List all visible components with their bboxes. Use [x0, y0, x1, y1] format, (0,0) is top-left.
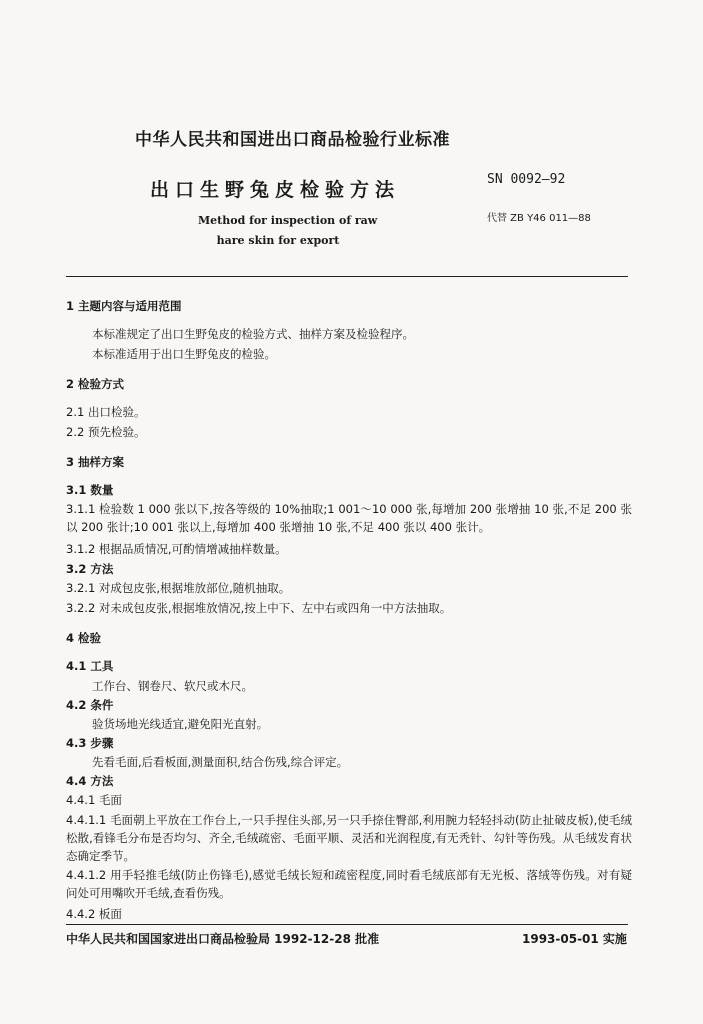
section-2-item-2: 2.2 预先检验。 — [66, 425, 146, 439]
section-1-heading: 1 主题内容与适用范围 — [66, 299, 182, 313]
section-4-4-heading: 4.4 方法 — [66, 774, 114, 788]
section-1-para-1: 本标准规定了出口生野兔皮的检验方式、抽样方案及检验程序。 — [92, 327, 414, 341]
replaces-standard: 代替 ZB Y46 011—88 — [487, 213, 591, 224]
section-4-4-1-1-para: 4.4.1.1 毛面朝上平放在工作台上,一只手捏住头部,另一只手捺住臀部,利用腕力轻轻抖动(防止扯破皮板),使毛绒松散,看锋毛分布是否均匀、齐全,毛绒疏密、毛面平顺、灵活和光润程度,有无秃针、勾针等伤残。从毛绒发育状态确定季节。 — [66, 813, 632, 863]
document-title: 出口生野兔皮检验方法 — [150, 179, 401, 201]
section-4-3-para: 先看毛面,后看板面,测量面积,结合伤残,综合评定。 — [92, 755, 349, 769]
standard-number: SN 0092—92 — [487, 172, 566, 187]
issuing-org-header: 中华人民共和国进出口商品检验行业标准 — [135, 130, 450, 150]
section-4-2-heading: 4.2 条件 — [66, 698, 114, 712]
section-4-heading: 4 检验 — [66, 631, 102, 645]
section-4-4-1-heading: 4.4.1 毛面 — [66, 793, 122, 807]
approval-line: 中华人民共和国国家进出口商品检验局 1992-12-28 批准 — [66, 932, 380, 946]
header-divider — [66, 276, 628, 277]
section-3-heading: 3 抽样方案 — [66, 455, 125, 469]
section-2-item-1: 2.1 出口检验。 — [66, 405, 146, 419]
section-4-3-heading: 4.3 步骤 — [66, 736, 114, 750]
section-2-heading: 2 检验方式 — [66, 377, 125, 391]
section-4-2-para: 验货场地光线适宜,避免阳光直射。 — [92, 717, 269, 731]
footer-divider — [66, 924, 628, 925]
section-3-1-1-para: 3.1.1 检验数 1 000 张以下,按各等级的 10%抽取;1 001～10 000 张,每增加 200 张增抽 10 张,不足 200 张以 200 张计;10 001 张以上,每增加 400 张增抽 10 张,不足 400 张以 400 张计。 — [66, 502, 632, 534]
section-3-1-heading: 3.1 数量 — [66, 483, 114, 497]
section-4-1-heading: 4.1 工具 — [66, 659, 114, 673]
english-title-line-1: Method for inspection of raw — [198, 214, 378, 227]
section-1-para-2: 本标准适用于出口生野兔皮的检验。 — [92, 347, 276, 361]
section-3-2-1-para: 3.2.1 对成包皮张,根据堆放部位,随机抽取。 — [66, 581, 291, 595]
section-3-2-2-para: 3.2.2 对未成包皮张,根据堆放情况,按上中下、左中右或四角一中方法抽取。 — [66, 601, 452, 615]
section-3-1-2-para: 3.1.2 根据品质情况,可酌情增减抽样数量。 — [66, 542, 287, 556]
english-title-line-2: hare skin for export — [216, 234, 340, 247]
section-4-1-para: 工作台、钢卷尺、软尺或木尺。 — [92, 679, 253, 693]
section-4-4-1-2-para: 4.4.1.2 用手轻推毛绒(防止伤锋毛),感觉毛绒长短和疏密程度,同时看毛绒底部有无光板、落绒等伤残。对有疑问处可用嘴吹开毛绒,查看伤残。 — [66, 868, 632, 900]
section-4-4-2-heading: 4.4.2 板面 — [66, 907, 122, 921]
effective-date: 1993-05-01 实施 — [522, 932, 627, 946]
section-3-2-heading: 3.2 方法 — [66, 562, 114, 576]
